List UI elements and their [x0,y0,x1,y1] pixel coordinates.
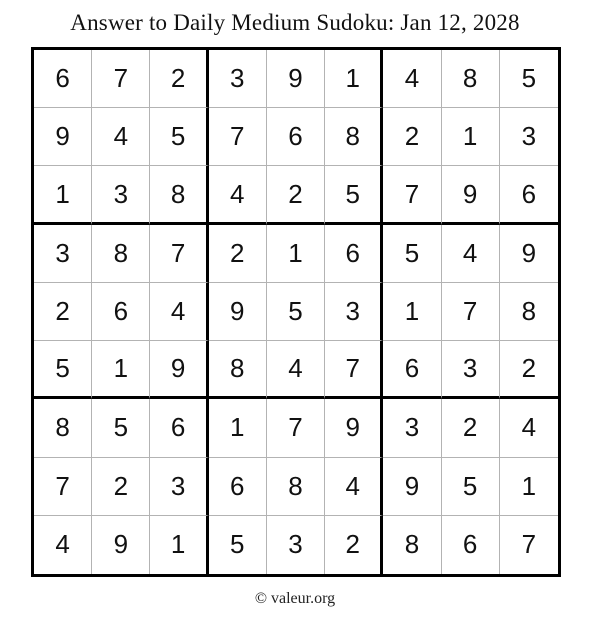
sudoku-cell: 2 [150,50,208,108]
page-title: Answer to Daily Medium Sudoku: Jan 12, 2028 [70,10,520,35]
sudoku-cell: 9 [92,516,150,574]
sudoku-cell: 9 [209,283,267,341]
sudoku-cell: 3 [267,516,325,574]
sudoku-cell: 2 [209,225,267,283]
sudoku-cell: 2 [442,399,500,457]
sudoku-cell: 4 [209,166,267,224]
sudoku-cell: 3 [325,283,383,341]
sudoku-board [31,47,561,577]
sudoku-cell: 6 [34,50,92,108]
sudoku-cell: 4 [383,50,441,108]
sudoku-cell: 5 [442,458,500,516]
sudoku-cell: 6 [383,341,441,399]
sudoku-cell: 1 [209,399,267,457]
sudoku-cell: 9 [383,458,441,516]
sudoku-cell: 2 [92,458,150,516]
sudoku-cell: 1 [500,458,558,516]
sudoku-cell: 5 [325,166,383,224]
sudoku-cell: 2 [325,516,383,574]
sudoku-cell: 7 [325,341,383,399]
sudoku-cell: 1 [325,50,383,108]
sudoku-cell: 9 [500,225,558,283]
sudoku-cell: 7 [383,166,441,224]
sudoku-cell: 9 [150,341,208,399]
sudoku-cell: 7 [267,399,325,457]
sudoku-cell: 8 [500,283,558,341]
sudoku-cell: 3 [209,50,267,108]
sudoku-cell: 4 [325,458,383,516]
sudoku-cell: 1 [150,516,208,574]
sudoku-cell: 5 [150,108,208,166]
sudoku-cell: 3 [442,341,500,399]
sudoku-cell: 5 [500,50,558,108]
sudoku-cell: 3 [150,458,208,516]
sudoku-cell: 7 [209,108,267,166]
sudoku-cell: 4 [267,341,325,399]
sudoku-cell: 1 [34,166,92,224]
sudoku-cell: 1 [267,225,325,283]
sudoku-cell: 8 [150,166,208,224]
footer-credit: © valeur.org [254,590,336,607]
sudoku-cell: 4 [92,108,150,166]
sudoku-cell: 1 [442,108,500,166]
sudoku-cell: 7 [92,50,150,108]
sudoku-cell: 9 [325,399,383,457]
sudoku-cell: 5 [209,516,267,574]
sudoku-cell: 8 [383,516,441,574]
sudoku-cell: 6 [92,283,150,341]
sudoku-cell: 3 [383,399,441,457]
sudoku-cell: 3 [500,108,558,166]
sudoku-cell: 5 [92,399,150,457]
sudoku-cell: 4 [150,283,208,341]
sudoku-cell: 3 [34,225,92,283]
sudoku-cell: 3 [92,166,150,224]
sudoku-cell: 8 [209,341,267,399]
sudoku-cell: 2 [383,108,441,166]
sudoku-cell: 2 [34,283,92,341]
sudoku-cell: 8 [92,225,150,283]
sudoku-cell: 7 [521,529,537,560]
sudoku-cell: 6 [442,516,500,574]
sudoku-cell: 5 [383,225,441,283]
sudoku-cell: 7 [150,225,208,283]
sudoku-cell: 8 [267,458,325,516]
sudoku-cell: 6 [209,458,267,516]
sudoku-cell: 9 [442,166,500,224]
sudoku-cell: 8 [442,50,500,108]
sudoku-cell: 1 [92,341,150,399]
sudoku-cell: 6 [267,108,325,166]
sudoku-cell: 2 [267,166,325,224]
sudoku-cell: 8 [34,399,92,457]
sudoku-cell: 6 [500,166,558,224]
sudoku-cell: 5 [267,283,325,341]
sudoku-cell: 9 [34,108,92,166]
sudoku-cell: 7 [442,283,500,341]
sudoku-cell: 7 [34,458,92,516]
sudoku-cell: 2 [500,341,558,399]
sudoku-cell: 4 [500,399,558,457]
sudoku-cell: 9 [267,50,325,108]
sudoku-cell: 5 [34,341,92,399]
sudoku-cell: 6 [150,399,208,457]
sudoku-cell: 4 [34,516,92,574]
sudoku-cell: 1 [383,283,441,341]
sudoku-cell: 8 [325,108,383,166]
sudoku-cell: 4 [442,225,500,283]
sudoku-cell: 6 [325,225,383,283]
